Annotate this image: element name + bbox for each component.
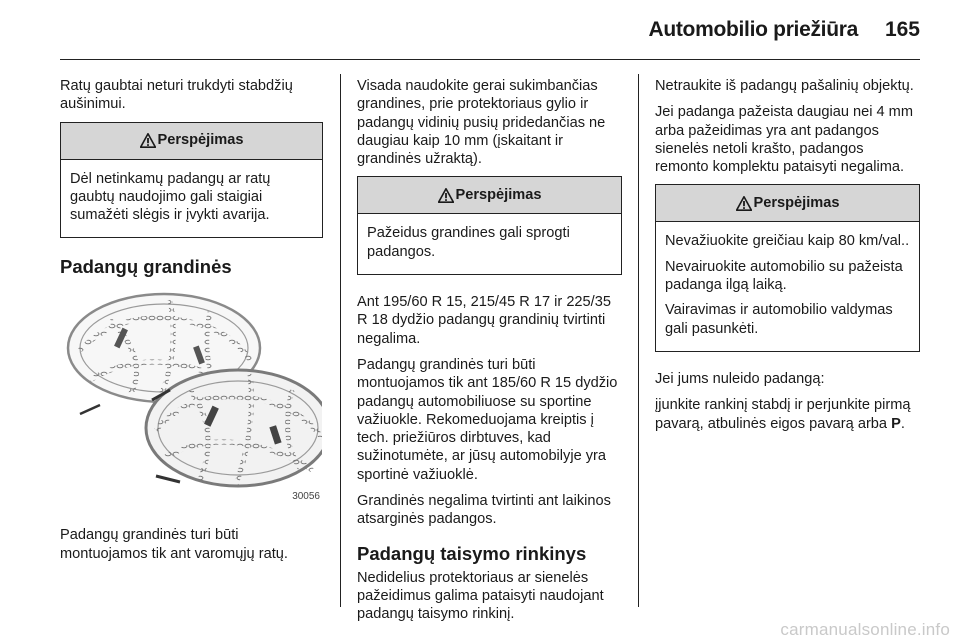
section-heading-chains: Padangų grandinės [60,256,232,278]
page-number: 165 [884,18,920,41]
warning-text: Nevairuokite automobilio su pažeista padanga ilgą laiką. [665,258,903,294]
header-rule [60,59,920,60]
column-2 [357,77,622,632]
warning-text: Pažeidus grandines gali sprogti padangos. [367,225,570,260]
watermark-footer: carmanualsonline.info [780,620,950,639]
col3-paragraph-4 [655,396,920,433]
warning-triangle-icon [140,133,156,148]
col2-paragraph-2: Padangų grandinės turi būti montuojamos tik ant 185/60 R 15 dydžio padangų automobiliuose su sportine važiuokle. Rekomeduojama kreiptis į tech. priežiūros dirbtuves, kad sužinotumėte, ar jūsų automobilyje yra sportinė važiuoklė. [357,356,618,483]
section-heading-repair-kit: Padangų taisymo rinkinys [357,542,587,564]
figure-number: 30056 [292,491,320,503]
warning-label: Perspėjimas [753,195,840,212]
warning-text: Dėl netinkamų padangų ar ratų gaubtų naudojimo gali staigiai sumažėti slėgis ir įvykti avarija. [70,170,271,224]
warning-text: Nevažiuokite greičiau kaip 80 km/val.. [665,233,910,250]
col3-paragraph-3: Jei jums nuleido padangą: [655,370,825,387]
col2-intro: Visada naudokite gerai sukimbančias grandines, prie protektoriaus gylio ir padangų vidinių pusių pridedančias ne daugiau kaip 10 mm (įskaitant ir grandinės užraktą). [357,78,606,168]
col3-paragraph-1: Netraukite iš padangų pašalinių objektų. [655,78,914,94]
warning-box-1 [60,122,323,239]
warning-triangle-icon [736,196,752,211]
col1-intro: Ratų gaubtai neturi trukdyti stabdžių aušinimui. [60,78,293,113]
paragraph-end: . [900,415,905,432]
warning-header [358,177,621,214]
col1-after-figure: Padangų grandinės turi būti montuojamos tik ant varomųjų ratų. [60,527,288,562]
gear-p-label: P [891,415,901,432]
paragraph-text: įjunkite rankinį stabdį ir perjunkite pirmą pavarą, atbulinės eigos pavarą arba [655,397,911,432]
page-header-title: Automobilio priežiūra [648,18,858,41]
col2-paragraph-1: Ant 195/60 R 15, 215/45 R 17 ir 225/35 R 18 dydžio padangų grandinių tvirtinti negalima. [357,294,611,347]
col2-paragraph-3: Grandinės negalima tvirtinti ant laikinos atsarginės padangos. [357,493,611,528]
warning-header [656,185,919,222]
warning-label: Perspėjimas [455,187,542,204]
warning-box-3 [655,184,920,351]
warning-header [61,123,322,160]
column-3 [655,77,920,441]
column-separator-1 [340,74,341,607]
warning-label: Perspėjimas [157,132,244,149]
column-1 [60,77,323,571]
column-separator-2 [638,74,639,607]
col3-paragraph-2: Jei padanga pažeista daugiau nei 4 mm arba pažeidimas yra ant padangos sienelės netoli krašto, padangos remonto komplektu pataisyti negalima. [655,104,913,176]
warning-text: Vairavimas ir automobilio valdymas gali pasunkėti. [665,302,893,337]
warning-box-2 [357,176,622,275]
tire-chains-illustration [60,290,322,506]
col2-paragraph-4: Nedidelius protektoriaus ar sienelės pažeidimus galima pataisyti naudojant padangų taisymo rinkinį. [357,569,604,623]
warning-triangle-icon [438,188,454,203]
